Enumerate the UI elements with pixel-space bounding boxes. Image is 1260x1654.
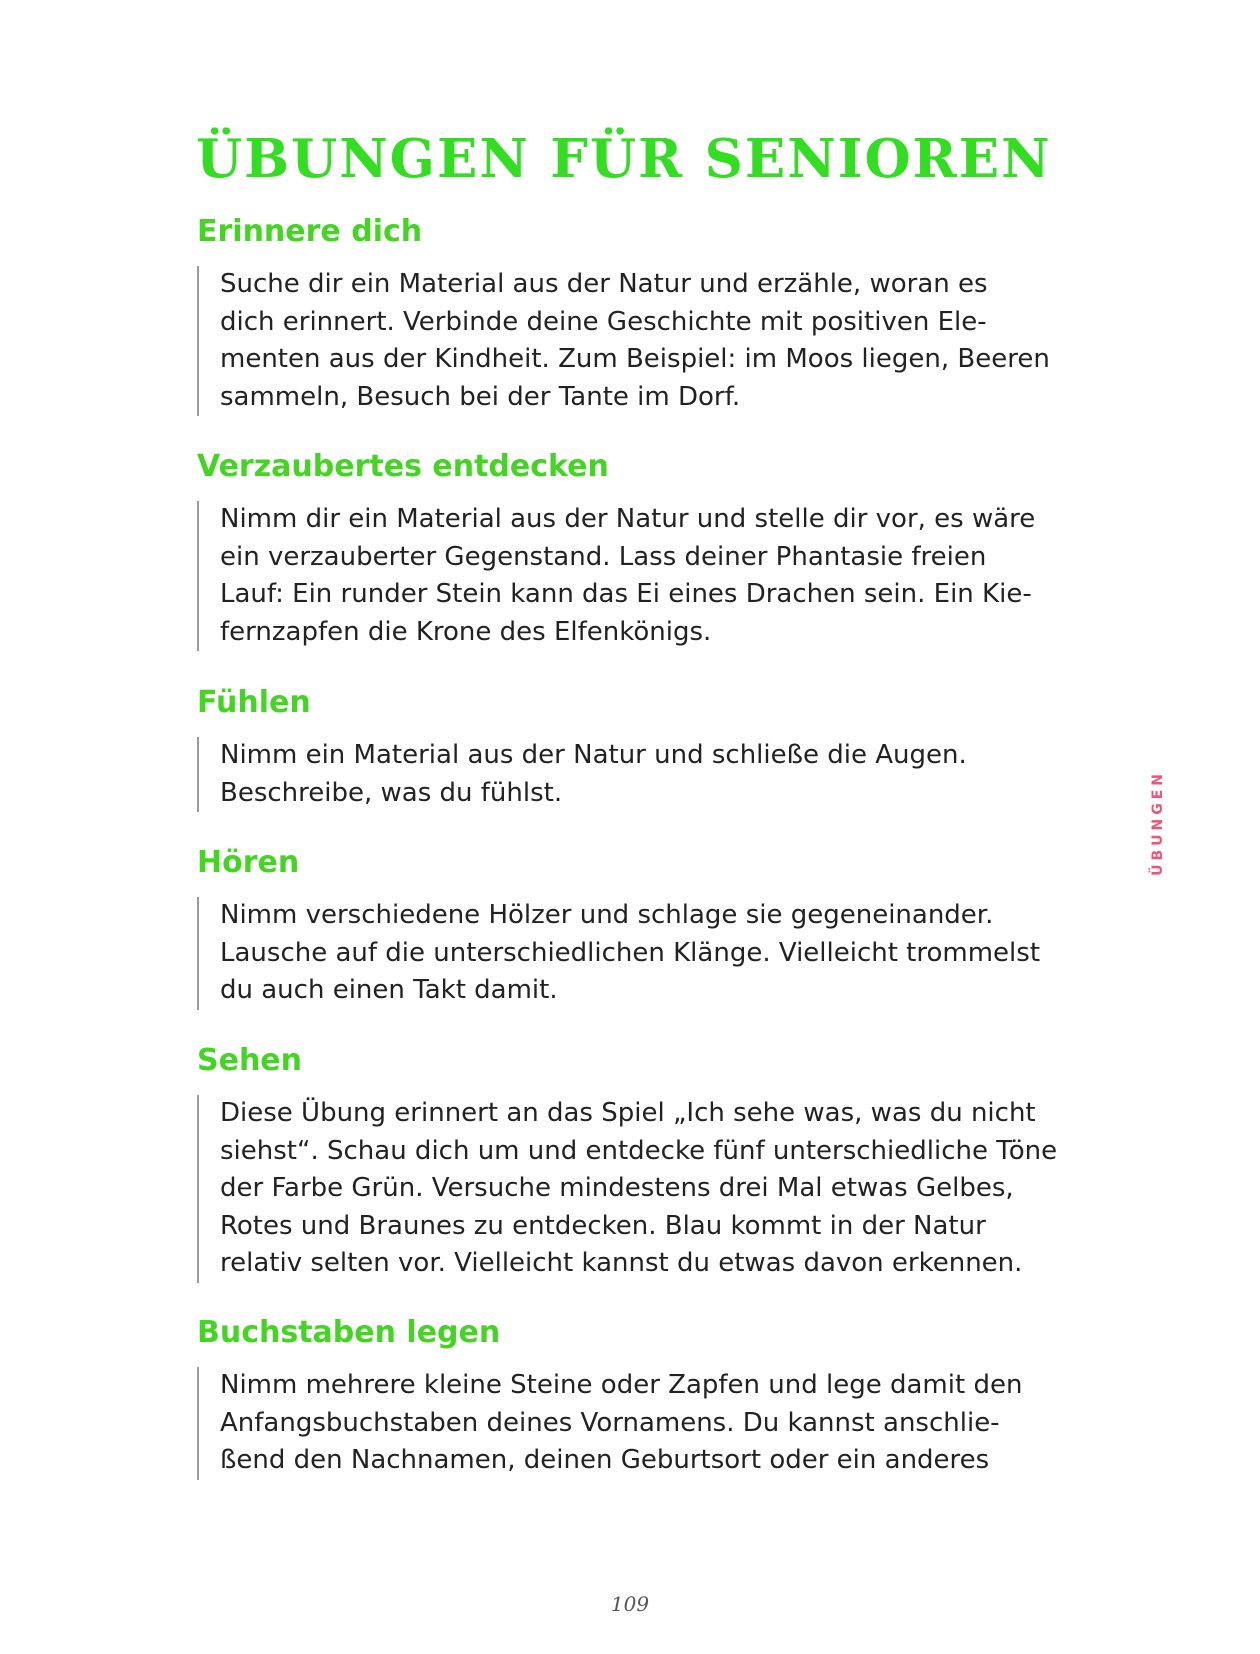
page-number: 109 bbox=[610, 1592, 650, 1616]
page-title: ÜBUNGEN FÜR SENIOREN bbox=[196, 128, 1052, 190]
exercise-heading-fuehlen: Fühlen bbox=[197, 685, 311, 720]
exercise-text-hoeren: Nimm verschiedene Hölzer und schlage sie gegeneinander. Lausche auf die unterschiedlichen Klänge. Vielleicht trommelst du auch einen Takt damit. bbox=[197, 897, 1100, 1010]
exercise-text-verzaubertes-entdecken: Nimm dir ein Material aus der Natur und stelle dir vor, es wäre ein verzauberter Gegenstand. Lass deiner Phantasie freien Lauf: Ein runder Stein kann das Ei eines Drachen sein. Ein Kie- fernzapfen die Krone des Elfenkönigs. bbox=[197, 501, 1100, 651]
exercise-heading-sehen: Sehen bbox=[197, 1043, 303, 1078]
exercise-text-sehen: Diese Übung erinnert an das Spiel „Ich sehe was, was du nicht siehst“. Schau dich um und entdecke fünf unterschiedliche Töne der Farbe Grün. Versuche mindestens drei Mal etwas Gelbes, Rotes und Braunes zu entdecken. Blau kommt in der Natur relativ selten vor. Vielleicht kannst du etwas davon erkennen. bbox=[197, 1095, 1100, 1283]
exercise-text-erinnere-dich: Suche dir ein Material aus der Natur und erzähle, woran es dich erinnert. Verbinde deine Geschichte mit positiven Ele- menten aus der Kindheit. Zum Beispiel: im Moos liegen, Beeren sammeln, Besuch bei der Tante im Dorf. bbox=[197, 266, 1100, 416]
exercise-heading-buchstaben-legen: Buchstaben legen bbox=[197, 1315, 501, 1350]
exercise-text-fuehlen: Nimm ein Material aus der Natur und schließe die Augen. Beschreibe, was du fühlst. bbox=[197, 737, 1100, 812]
exercise-heading-verzaubertes-entdecken: Verzaubertes entdecken bbox=[197, 449, 609, 484]
chapter-side-tab: ÜBUNGEN bbox=[1150, 770, 1166, 876]
exercise-text-buchstaben-legen: Nimm mehrere kleine Steine oder Zapfen und lege damit den Anfangsbuchstaben deines Vornamens. Du kannst anschlie- ßend den Nachnamen, deinen Geburtsort oder ein anderes bbox=[197, 1367, 1100, 1480]
exercise-heading-hoeren: Hören bbox=[197, 845, 300, 880]
exercise-heading-erinnere-dich: Erinnere dich bbox=[197, 214, 423, 249]
